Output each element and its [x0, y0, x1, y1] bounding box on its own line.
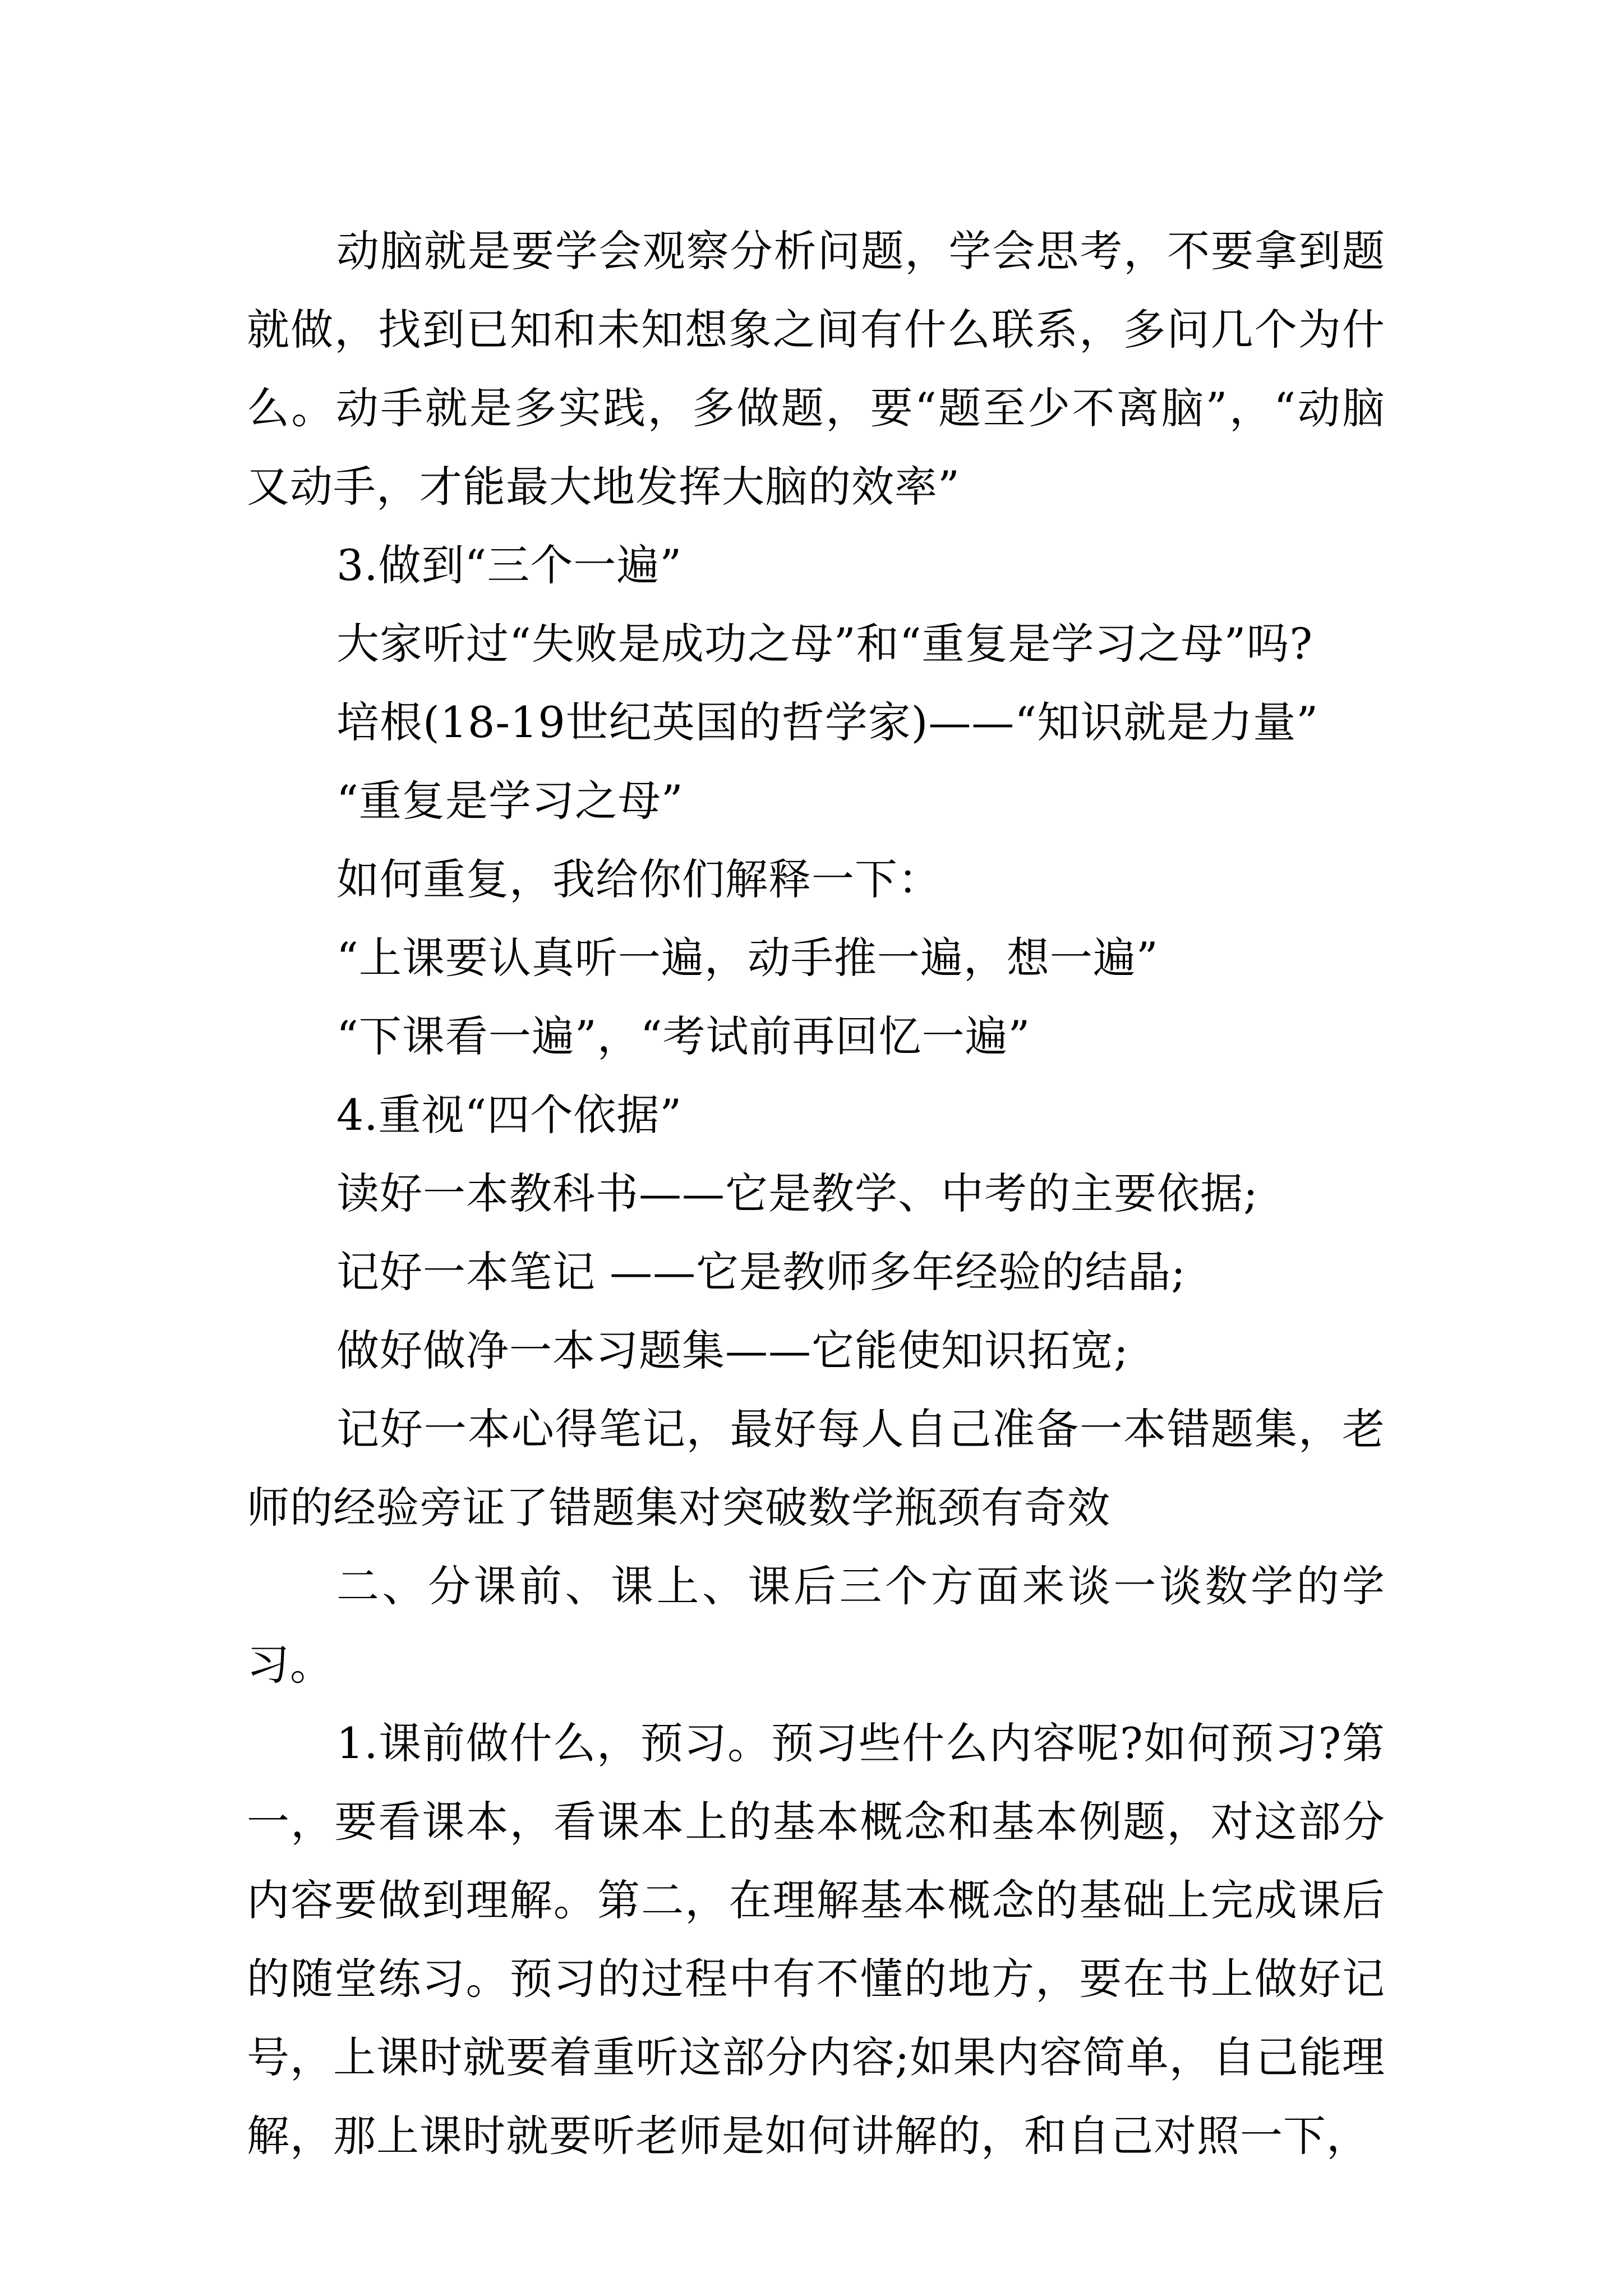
paragraph-think-and-practice: 动脑就是要学会观察分析问题，学会思考，不要拿到题就做，找到已知和未知想象之间有什么联系，多问几个为什么。动手就是多实践，多做题，要“题至少不离脑”，“动脑又动手，才能最大地发挥大脑的效率”	[247, 226, 1385, 512]
document-body	[247, 212, 1385, 2175]
line-mother-sayings: 大家听过“失败是成功之母”和“重复是学习之母”吗?	[336, 619, 1313, 669]
heading-four-bases: 4.重视“四个依据”	[336, 1090, 683, 1140]
line-textbook: 读好一本教科书——它是教学、中考的主要依据;	[336, 1168, 1258, 1218]
line-exercise-book: 做好做净一本习题集——它能使知识拓宽;	[336, 1326, 1129, 1375]
line-after-class: “下课看一遍”，“考试前再回忆一遍”	[336, 1011, 1031, 1061]
line-how-to-repeat: 如何重复，我给你们解释一下：	[336, 854, 941, 904]
line-notebook: 记好一本笔记 ——它是教师多年经验的结晶;	[336, 1247, 1186, 1297]
paragraph-preview: 1.课前做什么，预习。预习些什么内容呢?如何预习?第一，要看课本，看课本上的基本概念和基本例题，对这部分内容要做到理解。第二，在理解基本概念的基础上完成课后的随堂练习。预习的过程中有不懂的地方，要在书上做好记号，上课时就要着重听这部分内容;如果内容简单，自己能理解，那上课时就要听老师是如何讲解的，和自己对照一下，	[247, 1718, 1385, 2161]
line-bacon-quote: 培根(18-19世纪英国的哲学家)——“知识就是力量”	[336, 697, 1319, 747]
heading-section-two: 二、分课前、课上、课后三个方面来谈一谈数学的学习。	[247, 1561, 1385, 1690]
line-repetition-quote: “重复是学习之母”	[336, 776, 684, 826]
paragraph-mistake-notebook: 记好一本心得笔记，最好每人自己准备一本错题集，老师的经验旁证了错题集对突破数学瓶颈有奇效	[247, 1404, 1385, 1533]
heading-three-times: 3.做到“三个一遍”	[336, 540, 683, 590]
line-in-class: “上课要认真听一遍，动手推一遍，想一遍”	[336, 933, 1159, 983]
